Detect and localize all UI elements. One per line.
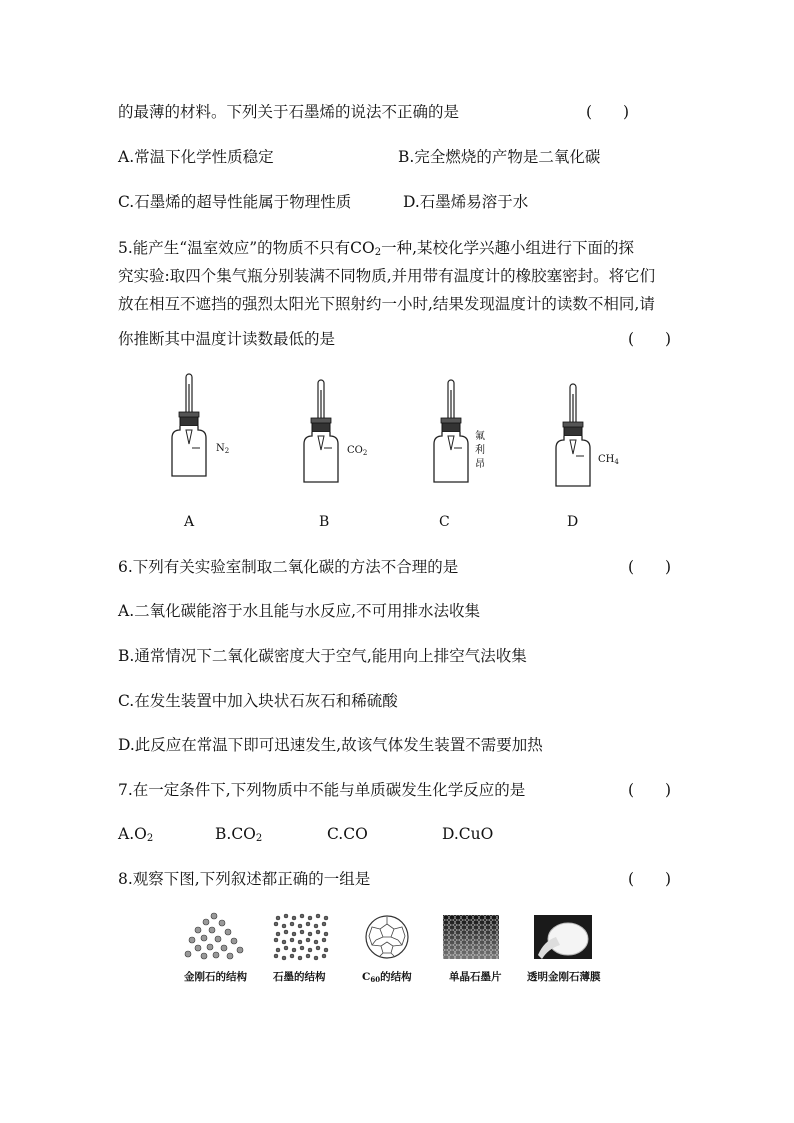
q4-option-c: C.石墨烯的超导性能属于物理性质 <box>118 193 352 211</box>
q5-bottles-figure <box>170 372 640 492</box>
bottle-a-letter: A <box>184 514 195 530</box>
c60-caption-sub: 60 <box>370 975 381 984</box>
q5-co2-subscript: 2 <box>374 247 382 258</box>
q6-option-d: D.此反应在常温下即可迅速发生,故该气体发生装置不需要加热 <box>118 736 543 754</box>
diamond-film-caption: 透明金刚石薄膜 <box>527 971 601 983</box>
q5-answer-paren: ( ) <box>628 330 672 348</box>
c60-caption-c: C <box>362 971 371 983</box>
bottle-b-label-sub: 2 <box>362 449 368 457</box>
q5-line-1 <box>118 238 634 263</box>
diamond-film-image <box>534 915 592 959</box>
bottle-d-letter: D <box>567 514 579 530</box>
q7-stem: 7.在一定条件下,下列物质中不能与单质碳发生化学反应的是 <box>118 781 526 799</box>
q4-option-a: A.常温下化学性质稳定 <box>118 148 274 166</box>
graphite-structure-image <box>272 912 330 962</box>
q7-option-a <box>118 824 153 849</box>
diamond-structure-image <box>184 910 250 964</box>
c60-structure-image <box>364 912 410 962</box>
q6-option-b: B.通常情况下二氧化碳密度大于空气,能用向上排空气法收集 <box>118 647 527 665</box>
q4-answer-paren: ( ) <box>586 103 630 121</box>
graphene-caption: 单晶石墨片 <box>449 971 502 983</box>
bottle-b-letter: B <box>319 514 330 530</box>
q8-answer-paren: ( ) <box>628 870 672 888</box>
bottle-b <box>304 380 338 482</box>
bottle-d-label-sub: 4 <box>614 458 619 466</box>
bottle-c-letter: C <box>439 514 450 530</box>
graphene-sheet-image <box>443 915 499 959</box>
q8-stem: 8.观察下图,下列叙述都正确的一组是 <box>118 870 371 888</box>
q6-answer-paren: ( ) <box>628 558 672 576</box>
q7-option-d: D.CuO <box>442 825 494 843</box>
graphite-caption: 石墨的结构 <box>273 971 326 983</box>
bottle-c-label: 氟利昂 <box>475 431 485 470</box>
q7-option-b-sub: 2 <box>255 833 263 844</box>
bottle-a-label-text: N <box>216 443 225 454</box>
q4-stem: 的最薄的材料。下列关于石墨烯的说法不正确的是 <box>118 103 460 121</box>
c60-caption <box>362 970 412 987</box>
q6-option-c: C.在发生装置中加入块状石灰石和稀硫酸 <box>118 692 398 710</box>
q7-answer-paren: ( ) <box>628 781 672 799</box>
bottle-a <box>172 374 206 476</box>
c60-caption-tail: 的结构 <box>380 971 412 983</box>
q4-option-b: B.完全燃烧的产物是二氧化碳 <box>398 148 601 166</box>
bottle-b-label-text: CO <box>347 445 363 456</box>
q4-option-d: D.石墨烯易溶于水 <box>403 193 529 211</box>
q5-line-4: 你推断其中温度计读数最低的是 <box>118 330 336 348</box>
q5-line-3: 放在相互不遮挡的强烈太阳光下照射约一小时,结果发现温度计的读数不相同,请 <box>118 295 655 313</box>
q7-option-b <box>215 824 262 849</box>
q5-line-1-text: 5.能产生“温室效应”的物质不只有CO <box>118 239 375 257</box>
q7-option-a-text: A.O <box>118 825 147 843</box>
bottle-d-label <box>598 451 619 471</box>
q7-option-c: C.CO <box>327 825 368 843</box>
bottle-c <box>434 380 468 482</box>
bottle-a-label <box>216 440 229 460</box>
q7-option-b-text: B.CO <box>215 825 256 843</box>
q7-option-a-sub: 2 <box>146 833 154 844</box>
q5-line-1-tail: 一种,某校化学兴趣小组进行下面的探 <box>381 239 635 257</box>
q5-line-2: 究实验:取四个集气瓶分别装满不同物质,并用带有温度计的橡胶塞密封。将它们 <box>118 267 656 285</box>
diamond-caption: 金刚石的结构 <box>184 971 247 983</box>
bottle-d-label-text: CH <box>598 454 615 465</box>
bottle-a-label-sub: 2 <box>224 447 230 455</box>
q6-stem: 6.下列有关实验室制取二氧化碳的方法不合理的是 <box>118 558 459 576</box>
q6-option-a: A.二氧化碳能溶于水且能与水反应,不可用排水法收集 <box>118 602 481 620</box>
bottle-b-label <box>347 442 367 462</box>
bottle-d <box>556 384 590 486</box>
